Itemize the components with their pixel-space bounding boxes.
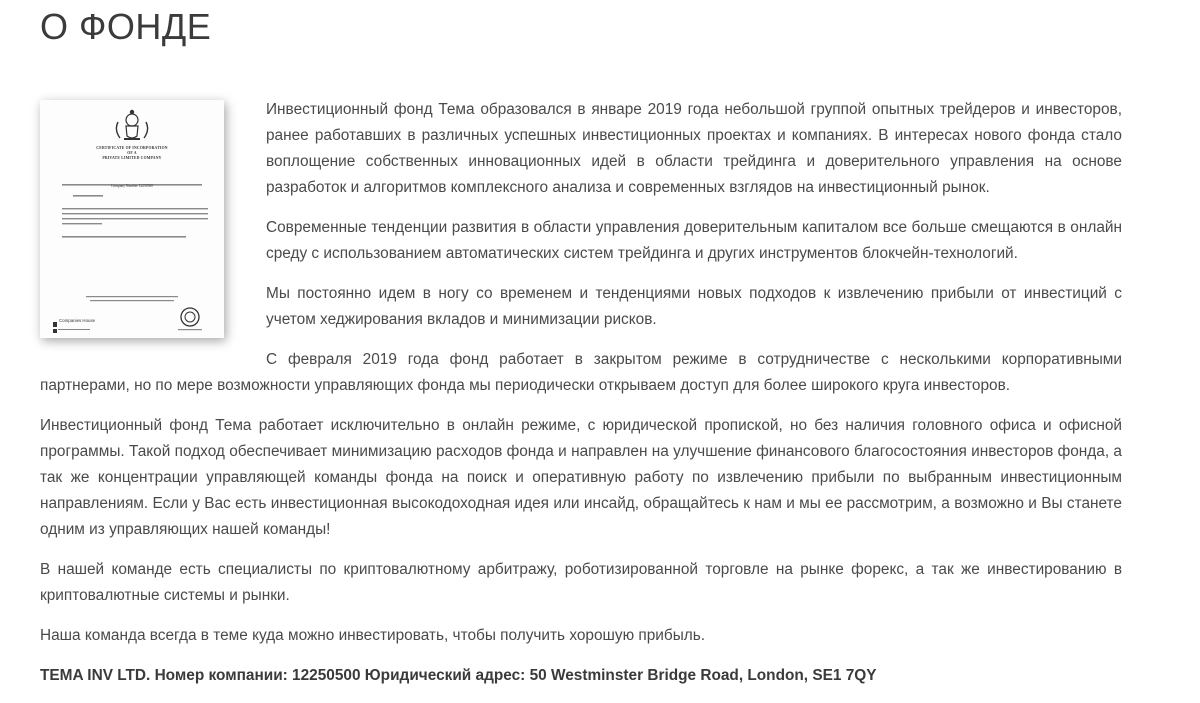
certificate-title (40, 146, 224, 162)
certificate-company-number: Company Number 12250500 (111, 184, 153, 188)
certificate-title-line-2: OF A (127, 151, 137, 156)
certificate-title-line-3: PRIVATE LIMITED COMPANY (102, 156, 162, 161)
certificate-graphic (40, 100, 224, 338)
paragraph-4: С февраля 2019 года фонд работает в закрытом режиме в сотрудничестве с несколькими корпоративными партнерами, но по мере возможности управляющих фонда мы периодически открываем доступ для более широкого круга инвесторов. (40, 351, 1122, 394)
seal-icon (178, 308, 202, 330)
paragraph-6: В нашей команде есть специалисты по криптовалютному арбитражу, роботизированной торговле на рынке форекс, а так же инвестированию в криптовалютные системы и рынки. (40, 561, 1122, 604)
certificate-image[interactable] (40, 100, 224, 338)
paragraph-3: Мы постоянно идем в ногу со временем и тенденциями новых подходов к извлечению прибыли от инвестиций с учетом хеджирования вкладов и минимизации рисков. (266, 285, 1122, 328)
paragraph-5: Инвестиционный фонд Тема работает исключительно в онлайн режиме, с юридической пропиской, но без наличия головного офиса и офисной программы. Такой подход обеспечивает минимизацию расходов фонда и направлен на улучшение финансового благосостояния инвесторов фонда, а так же концентрации управляющей команды фонда на поиск и оперативную работу по извлечению прибыли по выбранным инвестиционным направлениям. Если у Вас есть инвестиционная высокодоходная идея или инсайд, обращайтесь к нам и мы ее рассмотрим, а возможно и Вы станете одним из управляющих нашей команды! (40, 417, 1122, 538)
certificate-title-line-1: CERTIFICATE OF INCORPORATION (96, 146, 168, 150)
about-content (40, 97, 1122, 703)
company-info: TEMA INV LTD. Номер компании: 12250500 Юридический адрес: 50 Westminster Bridge Road, London, SE1 7QY (40, 667, 877, 684)
paragraph-2: Современные тенденции развития в области управления доверительным капиталом все больше смещаются в онлайн среду с использованием автоматических систем трейдинга и других инструментов блокчейн-технологий. (266, 219, 1122, 262)
page-title: О ФОНДЕ (40, 6, 212, 47)
paragraph-1: Инвестиционный фонд Тема образовался в январе 2019 года небольшой группой опытных трейдеров и инвесторов, ранее работавших в различных успешных инвестиционных проектах и компаниях. В интересах нового фонда стало воплощение собственных инновационных идей в области трейдинга и доверительного управления на основе разработок и алгоритмов комплексного анализа и современных взглядов на инвестиционный рынок. (266, 101, 1122, 196)
paragraph-7: Наша команда всегда в теме куда можно инвестировать, чтобы получить хорошую прибыль. (40, 627, 706, 644)
certificate-issuer: Companies House (59, 318, 96, 323)
coat-of-arms-icon (116, 110, 147, 140)
certificate-text-lines (62, 184, 208, 301)
